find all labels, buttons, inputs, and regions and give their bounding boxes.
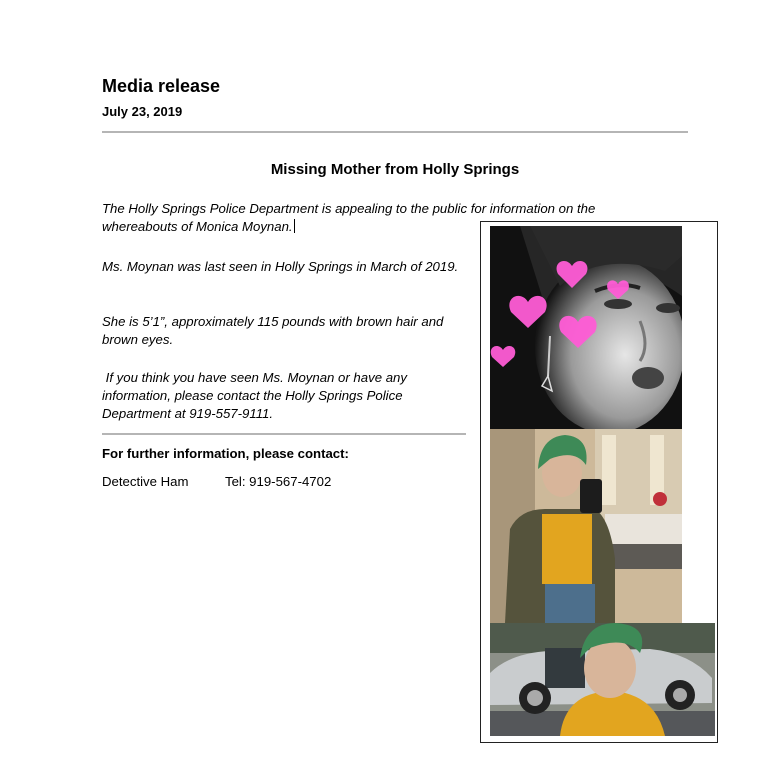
headline: Missing Mother from Holly Springs bbox=[270, 161, 520, 178]
top-divider bbox=[102, 131, 688, 133]
photo-mirror-selfie bbox=[490, 429, 682, 623]
paragraph-description: She is 5’1”, approximately 115 pounds with brown hair and brown eyes. bbox=[102, 314, 444, 347]
car-photo-image bbox=[490, 623, 715, 736]
contact-name: Detective Ham bbox=[102, 474, 189, 489]
contact-divider bbox=[102, 433, 466, 435]
photo-collage bbox=[480, 221, 718, 743]
mirror-selfie-image bbox=[490, 429, 682, 623]
photo-car bbox=[490, 623, 715, 736]
text-cursor bbox=[294, 219, 295, 233]
paragraph-last-seen: Ms. Moynan was last seen in Holly Springs in March of 2019. bbox=[102, 259, 459, 274]
paragraph-contact-police: If you think you have seen Ms. Moynan or have any information, please contact the Holly Springs Police Department at 919-557-9111. bbox=[102, 370, 411, 421]
paragraph-appeal-text: The Holly Springs Police Department is appealing to the public for information on the whereabouts of Monica Moynan. bbox=[102, 201, 596, 234]
selfie-hearts-image bbox=[490, 226, 682, 429]
contact-heading: For further information, please contact: bbox=[102, 446, 349, 461]
release-date: July 23, 2019 bbox=[102, 104, 183, 119]
photo-selfie-hearts bbox=[490, 226, 682, 429]
contact-telephone: Tel: 919-567-4702 bbox=[225, 474, 332, 489]
document-title: Media release bbox=[102, 76, 221, 96]
